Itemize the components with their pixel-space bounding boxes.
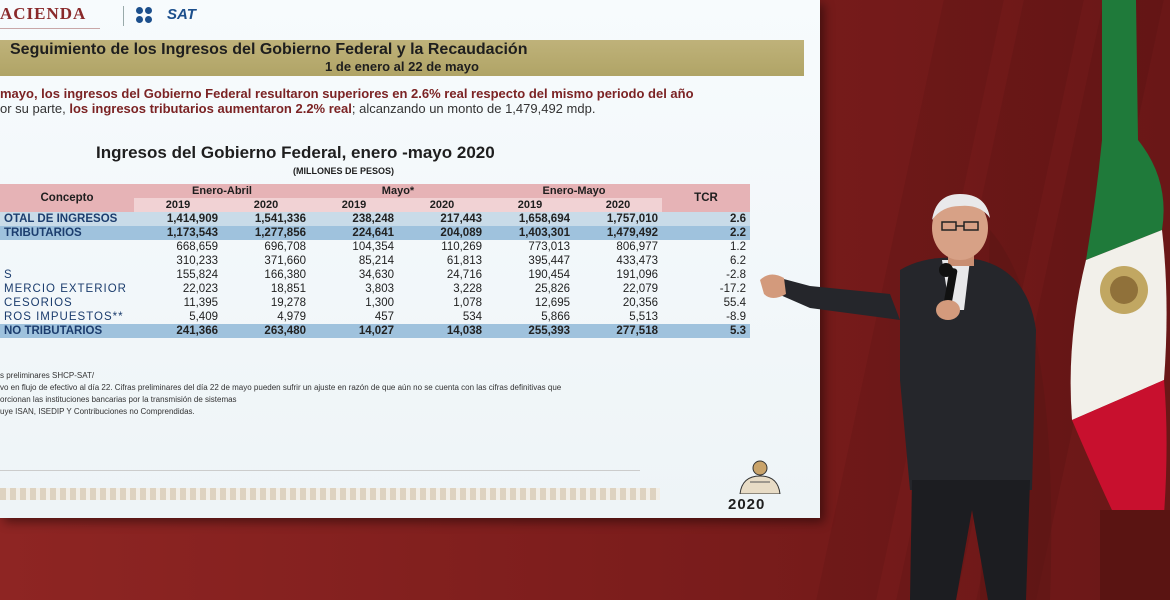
table-cell: 534 [462,311,482,323]
table-cell: 1,300 [365,297,394,309]
table-cell: 457 [374,311,394,323]
table-cell: 5,513 [629,311,658,323]
tcr-cell: -2.8 [726,269,746,281]
table-cell: 1,173,543 [134,226,222,240]
sat-logo-icon [136,7,162,25]
row-label: MERCIO EXTERIOR [4,283,127,295]
table-cell: 85,214 [358,255,394,267]
sat-logo-text: SAT [167,6,196,23]
table-cell: 773,013 [528,241,570,253]
table-row [0,310,750,324]
table-cell: 255,393 [486,324,574,338]
table-cell: 61,813 [446,255,482,267]
row-label: CESORIOS [4,297,73,309]
table-cell: 14,038 [398,324,486,338]
table-row [0,282,750,296]
logo-divider [123,6,124,26]
footnote-1: s preliminares SHCP-SAT/ [0,371,95,380]
table-cell: 3,803 [365,283,394,295]
table-cell: 11,395 [183,297,218,309]
table-cell: 1,403,301 [486,226,574,240]
table-cell: 668,659 [176,241,218,253]
tcr-cell: -8.9 [726,311,746,323]
table-cell: 696,708 [264,241,306,253]
logo-underline [0,28,100,29]
table-cell: 14,027 [310,324,398,338]
table-cell: 25,826 [534,283,570,295]
table-cell: 5,866 [541,311,570,323]
table-cell: 395,447 [528,255,570,267]
table-cell: 224,641 [310,226,398,240]
table-cell: 806,977 [616,241,658,253]
table-cell: 12,695 [534,297,570,309]
table-cell: 217,443 [398,212,486,226]
tcr-cell: 5.3 [662,324,750,338]
banner-title: Seguimiento de los Ingresos del Gobierno Federal y la Recaudación [10,41,528,58]
row-label: S [4,269,13,281]
footnote-3: orcionan las instituciones bancarias por la transmisión de sistemas [0,395,237,404]
table-cell: 3,228 [453,283,482,295]
table-row [0,212,750,226]
mexico-flag [1066,0,1170,560]
table-row [0,254,750,268]
header-year: 2019 [486,198,574,212]
header-year: 2020 [398,198,486,212]
table-cell: 1,541,336 [222,212,310,226]
row-label [0,240,134,254]
footnote-2: vo en flujo de efectivo al día 22. Cifras preliminares del día 22 de mayo pueden sufrir un ajuste en razón de que aún no se cuenta con las cifras definitivas que [0,383,562,392]
table-cell: 155,824 [176,269,218,281]
footnotes [0,370,561,418]
table-cell: 433,473 [616,255,658,267]
table-cell: 24,716 [446,269,482,281]
table-cell: 18,851 [270,283,306,295]
table-cell: 1,414,909 [134,212,222,226]
intro-line1: mayo, los ingresos del Gobierno Federal resultaron superiores en 2.6% real respecto del mismo periodo del año [0,86,694,101]
header-group-enero-mayo: Enero-Mayo [486,184,662,198]
header-group-mayo: Mayo* [310,184,486,198]
table-cell: 4,979 [277,311,306,323]
table-cell: 1,277,856 [222,226,310,240]
divider-line [0,470,640,471]
row-label: OTAL DE INGRESOS [0,212,134,226]
table-title: Ingresos del Gobierno Federal, enero -mayo 2020 [96,143,495,162]
table-cell: 371,660 [264,255,306,267]
table-cell: 5,409 [189,311,218,323]
table-cell: 110,269 [441,241,482,253]
header-year: 2019 [134,198,222,212]
banner-subtitle: 1 de enero al 22 de mayo [325,59,479,74]
podium [1100,510,1170,600]
table-cell: 191,096 [616,269,658,281]
table-cell: 22,079 [622,283,658,295]
table-cell: 104,354 [352,241,394,253]
table-cell: 20,356 [622,297,658,309]
hacienda-logo: ACIENDA [0,4,87,23]
presenter-figure [760,190,1060,600]
footnote-4: uye ISAN, ISEDIP Y Contribuciones no Comprendidas. [0,407,195,416]
header-group-enero-abril: Enero-Abril [134,184,310,198]
decorative-border [0,488,660,500]
tcr-cell: 1.2 [730,241,746,253]
table-cell: 1,479,492 [574,226,662,240]
table-cell: 310,233 [176,255,218,267]
header-year: 2019 [310,198,398,212]
header-year: 2020 [222,198,310,212]
table-cell: 1,078 [453,297,482,309]
tcr-cell: 2.2 [662,226,750,240]
tcr-cell: 6.2 [730,255,746,267]
header-year: 2020 [574,198,662,212]
row-label: TRIBUTARIOS [0,226,134,240]
emblem-year: 2020 [728,496,766,513]
table-row [0,324,750,338]
row-label: ROS IMPUESTOS** [4,311,124,323]
table-cell: 263,480 [222,324,310,338]
table-cell: 204,089 [398,226,486,240]
table-row [0,240,750,254]
table-cell: 22,023 [182,283,218,295]
intro-text [0,86,810,116]
intro-line2-bold: los ingresos tributarios aumentaron 2.2% real [69,101,352,116]
table-cell: 34,630 [358,269,394,281]
row-label [0,254,134,268]
header-concept: Concepto [0,184,134,212]
table-cell: 277,518 [574,324,662,338]
table-row [0,268,750,282]
tcr-cell: 55.4 [723,297,746,309]
revenue-table [0,184,750,338]
table-row [0,226,750,240]
intro-line2-post: ; alcanzando un monto de 1,479,492 mdp. [351,101,596,116]
slide-banner [0,40,804,76]
tcr-cell: -17.2 [719,283,746,295]
table-unit: (MILLONES DE PESOS) [293,166,395,176]
table-cell: 166,380 [264,269,306,281]
table-row [0,296,750,310]
header-tcr: TCR [662,184,750,212]
table-cell: 190,454 [528,269,570,281]
table-cell: 19,278 [270,297,306,309]
table-cell: 241,366 [134,324,222,338]
tcr-cell: 2.6 [662,212,750,226]
table-cell: 1,757,010 [574,212,662,226]
row-label: NO TRIBUTARIOS [0,324,134,338]
table-cell: 238,248 [310,212,398,226]
table-cell: 1,658,694 [486,212,574,226]
intro-line2-pre: or su parte, [0,101,70,116]
